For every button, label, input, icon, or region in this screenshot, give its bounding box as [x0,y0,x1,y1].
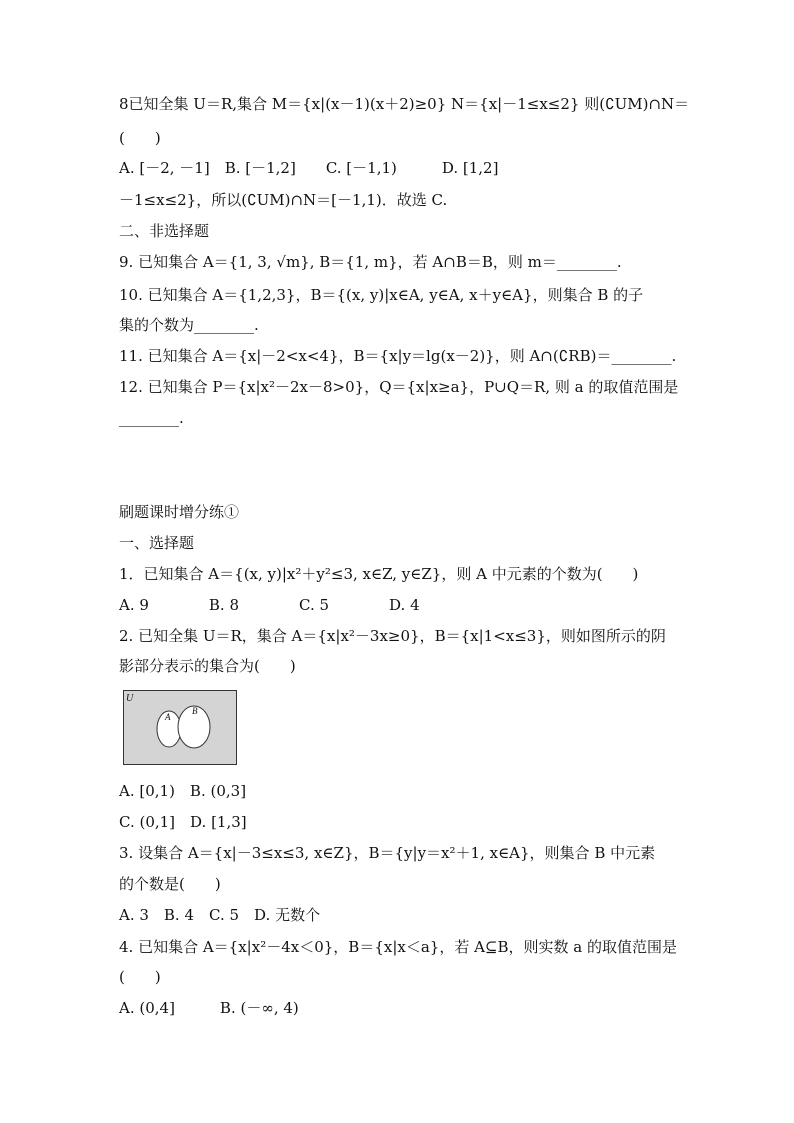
section-heading-nonchoice: 二、非选择题 [119,222,210,240]
line-q4-paren: ( ) [119,968,161,986]
line-q12-cont: ________. [119,409,184,427]
line-q9: 9. 已知集合 A＝{1, 3, √m}, B＝{1, m}，若 A∩B＝B，则 m＝________. [119,253,622,271]
venn-label-b: B [192,706,198,716]
line-q2-options-2: C. (0,1] D. [1,3] [119,813,247,831]
line-q10: 10. 已知集合 A＝{1,2,3}，B＝{(x, y)|x∈A, y∈A, x＋y∈A}，则集合 B 的子 [119,286,644,304]
section-title-practice: 刷题课时增分练① [119,503,240,521]
line-q1: 1．已知集合 A＝{(x, y)|x²＋y²≤3, x∈Z, y∈Z}，则 A 中元素的个数为( ) [119,565,639,583]
line-q2-cont: 影部分表示的集合为( ) [119,657,296,675]
venn-diagram [123,690,237,765]
venn-label-u: U [126,693,134,704]
section-heading-choice: 一、选择题 [119,534,195,552]
line-q1-options: A. 9 B. 8 C. 5 D. 4 [119,596,420,614]
line-q8-solution: －1≤x≤2}，所以(∁UM)∩N＝[－1,1)．故选 C. [119,191,448,209]
line-q3: 3. 设集合 A＝{x|－3≤x≤3, x∈Z}，B＝{y|y＝x²＋1, x∈A}，则集合 B 中元素 [119,844,656,862]
line-q2-options-1: A. [0,1) B. (0,3] [119,782,247,800]
line-q8-options: A. [－2, －1] B. [－1,2] C. [－1,1) D. [1,2] [119,159,499,177]
line-q4-options: A. (0,4] B. (－∞, 4) [119,999,299,1017]
line-q8: 8已知全集 U＝R,集合 M＝{x|(x－1)(x＋2)≥0} N＝{x|－1≤x≤2} 则(∁UM)∩N＝ [119,95,690,113]
venn-label-a: A [165,712,171,722]
line-q10-cont: 集的个数为________. [119,316,259,334]
line-q3-options: A. 3 B. 4 C. 5 D. 无数个 [119,906,321,924]
line-q12: 12. 已知集合 P＝{x|x²－2x－8>0}，Q＝{x|x≥a}，P∪Q＝R, 则 a 的取值范围是 [119,378,679,396]
line-q11: 11. 已知集合 A＝{x|－2<x<4}，B＝{x|y＝lg(x－2)}，则 A∩(∁RB)＝________. [119,347,677,365]
line-q3-cont: 的个数是( ) [119,875,221,893]
line-q4: 4. 已知集合 A＝{x|x²－4x＜0}，B＝{x|x＜a}，若 A⊆B，则实数 a 的取值范围是 [119,938,677,956]
line-q8-paren: ( ) [119,129,161,147]
line-q2: 2. 已知全集 U＝R，集合 A＝{x|x²－3x≥0}，B＝{x|1<x≤3}，则如图所示的阴 [119,627,666,645]
